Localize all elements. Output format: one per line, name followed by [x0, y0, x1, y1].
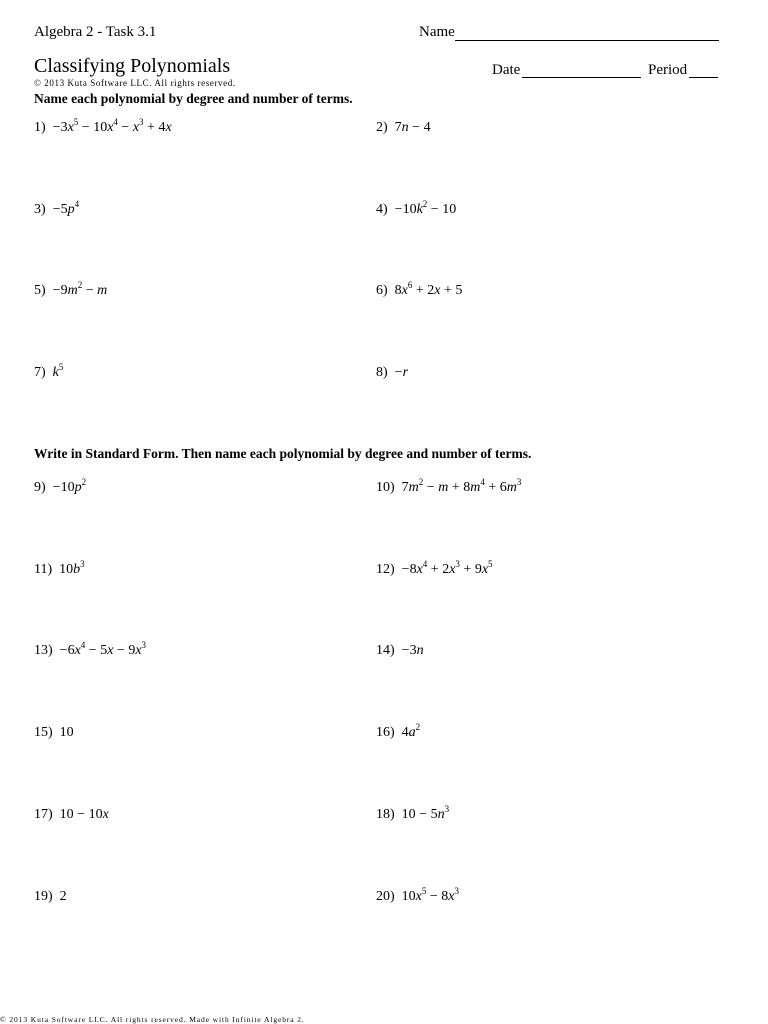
- problem-14: [376, 643, 424, 659]
- problem-number: 15): [34, 725, 53, 741]
- problem-12: [376, 558, 493, 578]
- problem-17: [34, 807, 109, 823]
- problem-3: [34, 198, 80, 218]
- problem-number: 6): [376, 283, 388, 299]
- problem-expression: $-6x^4 - 5x - 9x^3$: [59, 640, 147, 659]
- problem-number: 1): [34, 120, 46, 135]
- problem-20: [376, 885, 460, 905]
- header-copyright: © 2013 Kuta Software LLC. All rights reserved.: [34, 78, 236, 88]
- problem-number: 20): [376, 888, 395, 904]
- problem-expression: −3n: [401, 643, 424, 659]
- date-label: Date: [492, 62, 521, 78]
- problem-5: [34, 280, 108, 299]
- problem-number: 10): [376, 480, 395, 495]
- problem-expression: $10b^3$: [59, 558, 85, 577]
- problem-expression: $k^5$: [52, 362, 64, 381]
- problem-expression: $10 - 5n^3$: [401, 803, 450, 822]
- problem-expression: $10x^5 - 8x^3$: [401, 885, 460, 904]
- problem-2: [376, 120, 431, 136]
- problem-expression: 2: [59, 888, 67, 904]
- problem-number: 5): [34, 283, 46, 299]
- problem-16: [376, 722, 421, 741]
- problem-expression: $-3x^5 - 10x^4 - x^3 + 4x$: [52, 117, 172, 135]
- date-blank-line: [522, 77, 641, 78]
- problem-number: 4): [376, 201, 388, 217]
- problem-11: [34, 558, 85, 578]
- problem-number: 11): [34, 561, 53, 577]
- problem-13: [34, 640, 147, 659]
- period-label: Period: [648, 62, 688, 78]
- problem-9: [34, 477, 87, 496]
- problem-expression: $7m^2 - m + 8m^4 + 6m^3$: [401, 477, 522, 495]
- problem-18: [376, 803, 450, 823]
- course-task-label: Algebra 2 - Task 3.1: [34, 24, 157, 40]
- period-blank-line: [689, 77, 718, 78]
- problem-number: 19): [34, 888, 53, 904]
- problem-7: [34, 362, 64, 381]
- problem-10: [376, 477, 522, 496]
- name-label: Name: [419, 24, 455, 40]
- problem-number: 9): [34, 480, 46, 495]
- problem-expression: $-10k^2 - 10$: [394, 198, 457, 217]
- problem-1: [34, 117, 172, 136]
- problem-number: 7): [34, 365, 46, 381]
- problem-8: [376, 365, 408, 381]
- problem-expression: $4a^2$: [401, 722, 421, 741]
- problem-15: [34, 725, 74, 741]
- problem-number: 12): [376, 561, 395, 577]
- problem-19: [34, 889, 67, 905]
- problem-expression: −r: [394, 365, 409, 381]
- problem-expression: $-9m^2 - m$: [52, 280, 108, 299]
- problem-expression: 10 − 10x: [59, 806, 109, 822]
- name-blank-line: [455, 40, 719, 41]
- problem-number: 16): [376, 725, 395, 741]
- problem-expression: 7n − 4: [394, 120, 431, 135]
- worksheet-title: Classifying Polynomials: [34, 55, 231, 77]
- problem-number: 2): [376, 120, 388, 135]
- problem-number: 18): [376, 806, 395, 822]
- problem-expression: $-5p^4$: [52, 198, 80, 217]
- problem-number: 17): [34, 806, 53, 822]
- problem-expression: $8x^6 + 2x + 5$: [394, 280, 463, 299]
- problem-number: 14): [376, 643, 395, 659]
- section-1-instruction: Name each polynomial by degree and number of terms.: [34, 91, 353, 106]
- problem-4: [376, 198, 457, 218]
- problem-number: 13): [34, 643, 53, 659]
- problem-expression: $-8x^4 + 2x^3 + 9x^5$: [401, 558, 493, 577]
- problem-expression: 10: [59, 725, 74, 741]
- footer-copyright: © 2013 Kuta Software LLC. All rights reserved. Made with Infinite Algebra 2.: [0, 1015, 305, 1024]
- problem-number: 8): [376, 365, 388, 381]
- problem-expression: $-10p^2$: [52, 477, 87, 495]
- problem-6: [376, 280, 463, 299]
- problem-number: 3): [34, 201, 46, 217]
- section-2-instruction: Write in Standard Form. Then name each polynomial by degree and number of terms.: [34, 446, 532, 461]
